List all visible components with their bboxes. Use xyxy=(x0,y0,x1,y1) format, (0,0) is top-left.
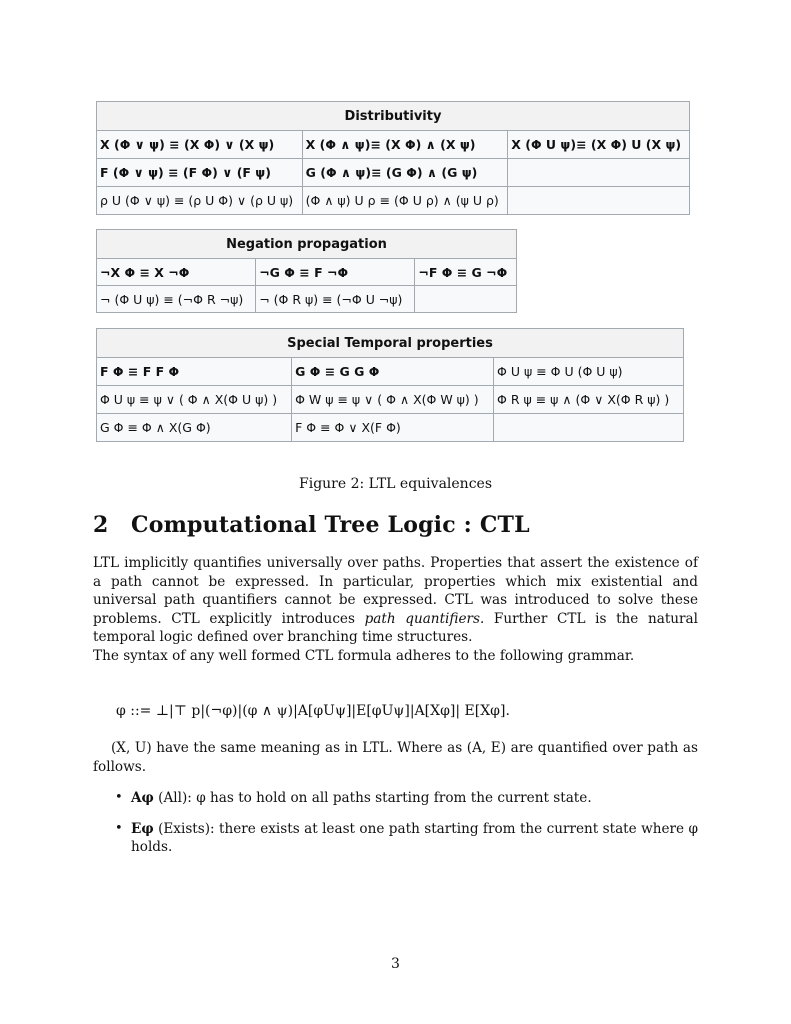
table-cell: Φ W ψ ≡ ψ ∨ ( Φ ∧ X(Φ W ψ) ) xyxy=(292,386,494,414)
table-title: Negation propagation xyxy=(97,230,517,259)
table-cell: ¬ (Φ R ψ) ≡ (¬Φ U ¬ψ) xyxy=(256,286,415,313)
table-cell: X (Φ ∨ ψ) ≡ (X Φ) ∨ (X ψ) xyxy=(97,131,303,159)
bullet-icon: • xyxy=(115,820,123,836)
table-row xyxy=(97,159,690,187)
paragraph-text: LTL implicitly quantifies universally over paths. Properties that assert the existence of a path cannot be expressed. In particular, properties which mix existential and universal path quantifiers cannot be expressed. CTL was introduced to solve these problems. CTL explicitly introduces xyxy=(93,555,698,627)
table-title: Special Temporal properties xyxy=(97,329,684,358)
section-title: Computational Tree Logic : CTL xyxy=(131,512,530,538)
table-cell: Φ U ψ ≡ ψ ∨ ( Φ ∧ X(Φ U ψ) ) xyxy=(97,386,292,414)
table-cell: Φ U ψ ≡ Φ U (Φ U ψ) xyxy=(494,358,684,386)
negation-propagation-table xyxy=(96,229,517,313)
table-cell: ¬ (Φ U ψ) ≡ (¬Φ R ¬ψ) xyxy=(97,286,256,313)
bullet-text: (All): φ has to hold on all paths starting from the current state. xyxy=(153,790,592,806)
list-item xyxy=(93,820,698,857)
paragraph-quantifiers: (X, U) have the same meaning as in LTL. Where as (A, E) are quantified over path as follows. xyxy=(93,740,698,775)
table-cell: ¬F Φ ≡ G ¬Φ xyxy=(415,259,517,286)
table-cell: Φ R ψ ≡ ψ ∧ (Φ ∨ X(Φ R ψ) ) xyxy=(494,386,684,414)
bullet-text: (Exists): there exists at least one path starting from the current state where φ holds. xyxy=(131,820,698,856)
figure-caption: Figure 2: LTL equivalences xyxy=(299,476,492,492)
table-cell: X (Φ ∧ ψ)≡ (X Φ) ∧ (X ψ) xyxy=(302,131,508,159)
table-cell: ¬G Φ ≡ F ¬Φ xyxy=(256,259,415,286)
table-row xyxy=(97,358,684,386)
table-cell: ¬X Φ ≡ X ¬Φ xyxy=(97,259,256,286)
page-number: 3 xyxy=(391,956,400,972)
table-cell: (Φ ∧ ψ) U ρ ≡ (Φ U ρ) ∧ (ψ U ρ) xyxy=(302,187,508,215)
table-cell: G (Φ ∧ ψ)≡ (G Φ) ∧ (G ψ) xyxy=(302,159,508,187)
table-row xyxy=(97,386,684,414)
section-number: 2 xyxy=(93,512,109,538)
table-row xyxy=(97,187,690,215)
table-cell: X (Φ U ψ)≡ (X Φ) U (X ψ) xyxy=(508,131,690,159)
table-cell xyxy=(508,159,690,187)
table-cell xyxy=(508,187,690,215)
distributivity-table xyxy=(96,101,690,215)
table-cell: ρ U (Φ ∨ ψ) ≡ (ρ U Φ) ∨ (ρ U ψ) xyxy=(97,187,303,215)
section-heading xyxy=(93,512,530,538)
special-temporal-properties-table xyxy=(96,328,684,442)
table-row xyxy=(97,259,517,286)
quantifier-list xyxy=(93,789,698,869)
paragraph-emphasis: path quantifiers. xyxy=(364,610,485,627)
table-title: Distributivity xyxy=(97,102,690,131)
list-item xyxy=(93,789,698,808)
bullet-head: Aφ xyxy=(131,790,154,806)
paragraph-syntax: The syntax of any well formed CTL formula adheres to the following grammar. xyxy=(93,648,635,664)
bullet-head: Eφ xyxy=(131,820,154,837)
table-cell: G Φ ≡ Φ ∧ X(G Φ) xyxy=(97,414,292,442)
table-cell xyxy=(494,414,684,442)
table-cell: F (Φ ∨ ψ) ≡ (F Φ) ∨ (F ψ) xyxy=(97,159,303,187)
table-cell: F Φ ≡ Φ ∨ X(F Φ) xyxy=(292,414,494,442)
table-row xyxy=(97,414,684,442)
table-cell: G Φ ≡ G G Φ xyxy=(292,358,494,386)
paragraph-text: Further CTL is the natural temporal logic defined over branching time structures. xyxy=(93,610,699,646)
grammar-formula: φ ::= ⊥|⊤ p|(¬φ)|(φ ∧ ψ)|A[φUψ]|E[φUψ]|A[Xφ]| E[Xφ]. xyxy=(116,703,510,719)
table-row xyxy=(97,131,690,159)
table-cell: F Φ ≡ F F Φ xyxy=(97,358,292,386)
table-row xyxy=(97,286,517,313)
table-cell xyxy=(415,286,517,313)
paragraph-intro xyxy=(93,554,698,647)
bullet-icon: • xyxy=(115,790,123,805)
